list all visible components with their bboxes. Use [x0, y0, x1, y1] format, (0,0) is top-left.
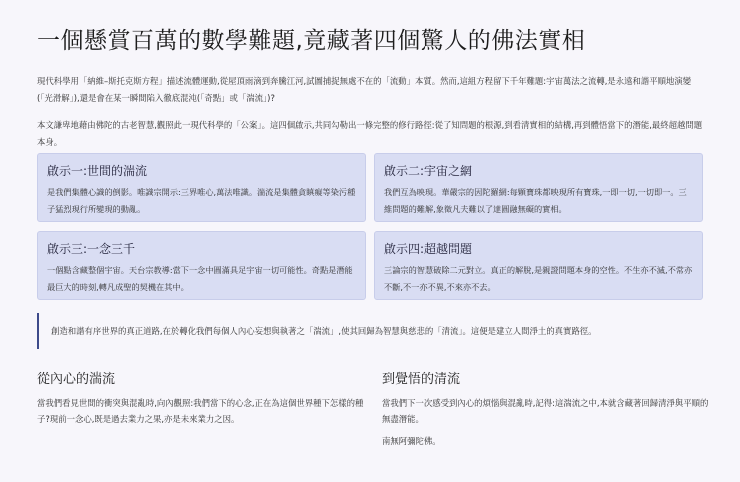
pull-quote-text: 創造和諧有序世界的真正道路,在於轉化我們每個人內心妄想與執著之「湍流」,使其回歸為智慧與慈悲的「清流」。這便是建立人間淨土的真實路徑。	[51, 326, 597, 336]
closing-column-paragraph: 南無阿彌陀佛。	[382, 436, 441, 446]
insight-card-title: 啟示四:超越問題	[384, 242, 473, 256]
intro-paragraph: 本文謙卑地藉由佛陀的古老智慧,觀照此一現代科學的「公案」。這四個啟示,共同勾勒出一條完整的修行路徑:從了知問題的根源,到看清實相的結構,再到體悟當下的潛能,最終超越問題本身。	[37, 120, 703, 147]
closing-column-paragraph: 當我們看見世間的衝突與混亂時,向內觀照:我們當下的心念,正在為這個世界種下怎樣的種子?現前一念心,既是過去業力之果,亦是未來業力之因。	[37, 398, 364, 424]
closing-columns	[37, 368, 709, 455]
insight-card-title: 啟示二:宇宙之網	[384, 164, 473, 178]
insight-card-body: 三論宗的智慧破除二元對立。真正的解脫,是親證問題本身的空性。不生亦不滅,不常亦不斷,不一亦不異,不來亦不去。	[384, 265, 693, 292]
insight-card-title: 啟示三:一念三千	[47, 242, 136, 256]
closing-column-paragraph: 當我們下一次感受到內心的煩惱與混亂時,記得:這湍流之中,本就含藏著回歸清淨與平順的無盡潛能。	[382, 398, 709, 424]
closing-column	[382, 368, 711, 455]
closing-column	[37, 368, 366, 455]
insight-card	[37, 153, 366, 222]
insight-card-body: 我們互為映現。華嚴宗的因陀羅網:每顆寶珠都映現所有寶珠,一即一切,一切即一。三維問題的難解,象徵凡夫難以了達圓融無礙的實相。	[384, 187, 687, 214]
insight-card	[374, 153, 703, 222]
insight-card	[374, 231, 703, 300]
insight-card-body: 是我們集體心識的倒影。唯識宗開示:三界唯心,萬法唯識。湍流是集體貪瞋癡等染污種子猛烈現行所變現的動亂。	[47, 187, 356, 214]
page-title: 一個懸賞百萬的數學難題,竟藏著四個驚人的佛法實相	[37, 28, 586, 54]
intro-paragraph: 現代科學用「納維–斯托克斯方程」描述流體運動,從屋頂雨滴到奔騰江河,試圖捕捉無處不在的「流動」本質。然而,這組方程留下千年難題:宇宙萬法之流轉,是永遠和諧平順地演變(「光滑解」),還是會在某一瞬間陷入徹底混沌(「奇點」或「湍流」)?	[37, 76, 692, 103]
insight-cards-grid	[37, 153, 703, 300]
pull-quote	[37, 313, 703, 349]
insight-card-body: 一個點含藏整個宇宙。天台宗教導:當下一念中圓滿具足宇宙一切可能性。奇點是潛能最巨大的時刻,轉凡成聖的契機在其中。	[47, 265, 353, 292]
closing-column-title: 到覺悟的清流	[382, 372, 461, 387]
closing-column-title: 從內心的湍流	[37, 372, 116, 387]
insight-card	[37, 231, 366, 300]
insight-card-title: 啟示一:世間的湍流	[47, 164, 148, 178]
